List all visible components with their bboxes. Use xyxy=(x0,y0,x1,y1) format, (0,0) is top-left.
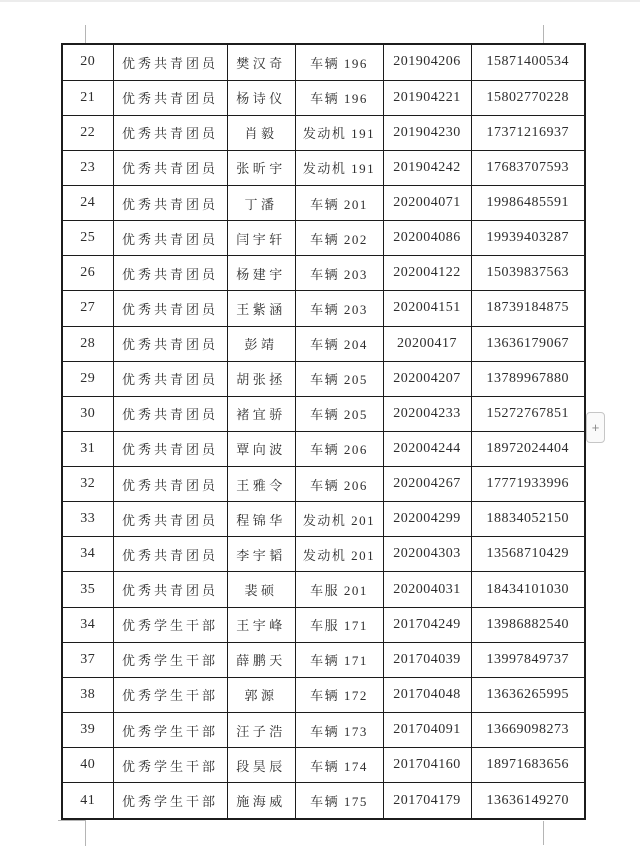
margin-mark-bottom-left-h xyxy=(58,820,85,821)
cell-class: 车服 201 xyxy=(295,572,383,607)
plus-button[interactable] xyxy=(586,412,605,443)
cell-student-id: 201704179 xyxy=(383,783,471,819)
cell-class: 车辆 206 xyxy=(295,467,383,502)
table-row xyxy=(62,115,585,150)
cell-class: 车辆 205 xyxy=(295,361,383,396)
cell-name: 王雅令 xyxy=(227,467,295,502)
cell-name: 汪子浩 xyxy=(227,713,295,748)
cell-award: 优秀共青团员 xyxy=(113,80,227,115)
cell-class: 发动机 191 xyxy=(295,115,383,150)
cell-award: 优秀共青团员 xyxy=(113,221,227,256)
table-row xyxy=(62,572,585,607)
cell-name: 闫宇轩 xyxy=(227,221,295,256)
cell-index: 28 xyxy=(62,326,113,361)
cell-name: 杨诗仪 xyxy=(227,80,295,115)
cell-award: 优秀共青团员 xyxy=(113,44,227,80)
cell-student-id: 202004086 xyxy=(383,221,471,256)
cell-index: 32 xyxy=(62,467,113,502)
cell-student-id: 201704039 xyxy=(383,642,471,677)
table-row xyxy=(62,607,585,642)
cell-index: 29 xyxy=(62,361,113,396)
cell-award: 优秀学生干部 xyxy=(113,713,227,748)
cell-name: 胡张拯 xyxy=(227,361,295,396)
cell-index: 33 xyxy=(62,502,113,537)
table-body xyxy=(62,44,585,819)
cell-index: 23 xyxy=(62,150,113,185)
cell-name: 施海威 xyxy=(227,783,295,819)
table-row xyxy=(62,642,585,677)
cell-student-id: 202004267 xyxy=(383,467,471,502)
cell-class: 车辆 172 xyxy=(295,677,383,712)
cell-award: 优秀共青团员 xyxy=(113,537,227,572)
cell-name: 王宇峰 xyxy=(227,607,295,642)
cell-class: 车辆 173 xyxy=(295,713,383,748)
cell-student-id: 201704160 xyxy=(383,748,471,783)
cell-index: 20 xyxy=(62,44,113,80)
cell-name: 程锦华 xyxy=(227,502,295,537)
cell-award: 优秀共青团员 xyxy=(113,115,227,150)
cell-name: 裴硕 xyxy=(227,572,295,607)
cell-name: 张昕宇 xyxy=(227,150,295,185)
cell-award: 优秀共青团员 xyxy=(113,326,227,361)
cell-student-id: 202004244 xyxy=(383,431,471,466)
table-row xyxy=(62,256,585,291)
table-row xyxy=(62,502,585,537)
cell-index: 31 xyxy=(62,431,113,466)
cell-award: 优秀学生干部 xyxy=(113,783,227,819)
table-row xyxy=(62,467,585,502)
cell-award: 优秀共青团员 xyxy=(113,467,227,502)
cell-name: 丁潘 xyxy=(227,185,295,220)
cell-index: 41 xyxy=(62,783,113,819)
cell-award: 优秀共青团员 xyxy=(113,502,227,537)
cell-phone: 18971683656 xyxy=(471,748,585,783)
cell-class: 车辆 174 xyxy=(295,748,383,783)
margin-mark-top-left xyxy=(85,25,86,43)
plus-icon: + xyxy=(591,420,600,435)
cell-class: 车辆 205 xyxy=(295,396,383,431)
cell-student-id: 202004031 xyxy=(383,572,471,607)
cell-student-id: 201904206 xyxy=(383,44,471,80)
table-row xyxy=(62,185,585,220)
cell-phone: 19986485591 xyxy=(471,185,585,220)
page-top-edge xyxy=(0,0,640,2)
cell-class: 发动机 201 xyxy=(295,537,383,572)
cell-student-id: 201704091 xyxy=(383,713,471,748)
cell-name: 樊汉奇 xyxy=(227,44,295,80)
cell-phone: 13636149270 xyxy=(471,783,585,819)
cell-phone: 13636265995 xyxy=(471,677,585,712)
margin-mark-bottom-right xyxy=(543,821,544,845)
cell-phone: 15802770228 xyxy=(471,80,585,115)
cell-phone: 13568710429 xyxy=(471,537,585,572)
cell-index: 35 xyxy=(62,572,113,607)
table-row xyxy=(62,431,585,466)
table-row xyxy=(62,150,585,185)
cell-award: 优秀共青团员 xyxy=(113,256,227,291)
cell-student-id: 201904230 xyxy=(383,115,471,150)
cell-award: 优秀共青团员 xyxy=(113,150,227,185)
cell-index: 22 xyxy=(62,115,113,150)
cell-award: 优秀共青团员 xyxy=(113,431,227,466)
table-row xyxy=(62,361,585,396)
cell-award: 优秀学生干部 xyxy=(113,642,227,677)
cell-phone: 18834052150 xyxy=(471,502,585,537)
table-row xyxy=(62,677,585,712)
cell-phone: 17371216937 xyxy=(471,115,585,150)
cell-phone: 17683707593 xyxy=(471,150,585,185)
cell-student-id: 201704048 xyxy=(383,677,471,712)
table-row xyxy=(62,80,585,115)
cell-phone: 18434101030 xyxy=(471,572,585,607)
cell-name: 薛鹏天 xyxy=(227,642,295,677)
cell-student-id: 201704249 xyxy=(383,607,471,642)
cell-index: 26 xyxy=(62,256,113,291)
cell-award: 优秀共青团员 xyxy=(113,185,227,220)
cell-phone: 15272767851 xyxy=(471,396,585,431)
table-row xyxy=(62,221,585,256)
cell-class: 车辆 175 xyxy=(295,783,383,819)
cell-student-id: 202004071 xyxy=(383,185,471,220)
cell-phone: 13636179067 xyxy=(471,326,585,361)
table-row xyxy=(62,291,585,326)
margin-mark-bottom-left xyxy=(85,820,86,846)
cell-name: 彭靖 xyxy=(227,326,295,361)
cell-class: 车辆 171 xyxy=(295,642,383,677)
cell-award: 优秀学生干部 xyxy=(113,748,227,783)
cell-phone: 15871400534 xyxy=(471,44,585,80)
cell-index: 38 xyxy=(62,677,113,712)
cell-name: 褚宜骄 xyxy=(227,396,295,431)
cell-index: 37 xyxy=(62,642,113,677)
cell-index: 21 xyxy=(62,80,113,115)
cell-index: 34 xyxy=(62,537,113,572)
table-row xyxy=(62,748,585,783)
table-row xyxy=(62,713,585,748)
cell-class: 车辆 203 xyxy=(295,291,383,326)
cell-class: 车辆 204 xyxy=(295,326,383,361)
cell-name: 郭源 xyxy=(227,677,295,712)
cell-class: 发动机 201 xyxy=(295,502,383,537)
cell-name: 李宇韬 xyxy=(227,537,295,572)
cell-student-id: 202004233 xyxy=(383,396,471,431)
cell-student-id: 202004299 xyxy=(383,502,471,537)
cell-student-id: 202004122 xyxy=(383,256,471,291)
awards-table xyxy=(61,43,586,820)
table-row xyxy=(62,537,585,572)
cell-award: 优秀共青团员 xyxy=(113,361,227,396)
cell-phone: 15039837563 xyxy=(471,256,585,291)
cell-class: 车辆 203 xyxy=(295,256,383,291)
cell-award: 优秀共青团员 xyxy=(113,396,227,431)
cell-student-id: 202004207 xyxy=(383,361,471,396)
cell-phone: 17771933996 xyxy=(471,467,585,502)
cell-name: 段昊辰 xyxy=(227,748,295,783)
table-row xyxy=(62,44,585,80)
cell-award: 优秀共青团员 xyxy=(113,572,227,607)
table-row xyxy=(62,396,585,431)
cell-phone: 13669098273 xyxy=(471,713,585,748)
cell-name: 王紫涵 xyxy=(227,291,295,326)
cell-award: 优秀学生干部 xyxy=(113,607,227,642)
cell-class: 车辆 206 xyxy=(295,431,383,466)
cell-class: 车辆 202 xyxy=(295,221,383,256)
cell-class: 车服 171 xyxy=(295,607,383,642)
cell-index: 39 xyxy=(62,713,113,748)
cell-name: 杨建宇 xyxy=(227,256,295,291)
cell-student-id: 201904221 xyxy=(383,80,471,115)
cell-name: 覃向波 xyxy=(227,431,295,466)
cell-class: 车辆 201 xyxy=(295,185,383,220)
margin-mark-top-right xyxy=(543,25,544,43)
cell-student-id: 20200417 xyxy=(383,326,471,361)
cell-award: 优秀共青团员 xyxy=(113,291,227,326)
cell-index: 24 xyxy=(62,185,113,220)
cell-award: 优秀学生干部 xyxy=(113,677,227,712)
cell-phone: 18739184875 xyxy=(471,291,585,326)
cell-phone: 13986882540 xyxy=(471,607,585,642)
cell-class: 车辆 196 xyxy=(295,80,383,115)
table-row xyxy=(62,326,585,361)
table-row xyxy=(62,783,585,819)
cell-class: 发动机 191 xyxy=(295,150,383,185)
cell-class: 车辆 196 xyxy=(295,44,383,80)
cell-student-id: 202004151 xyxy=(383,291,471,326)
cell-phone: 13789967880 xyxy=(471,361,585,396)
cell-phone: 13997849737 xyxy=(471,642,585,677)
cell-name: 肖毅 xyxy=(227,115,295,150)
cell-student-id: 202004303 xyxy=(383,537,471,572)
cell-phone: 19939403287 xyxy=(471,221,585,256)
cell-index: 40 xyxy=(62,748,113,783)
cell-index: 34 xyxy=(62,607,113,642)
cell-index: 25 xyxy=(62,221,113,256)
cell-student-id: 201904242 xyxy=(383,150,471,185)
cell-index: 27 xyxy=(62,291,113,326)
cell-phone: 18972024404 xyxy=(471,431,585,466)
cell-index: 30 xyxy=(62,396,113,431)
